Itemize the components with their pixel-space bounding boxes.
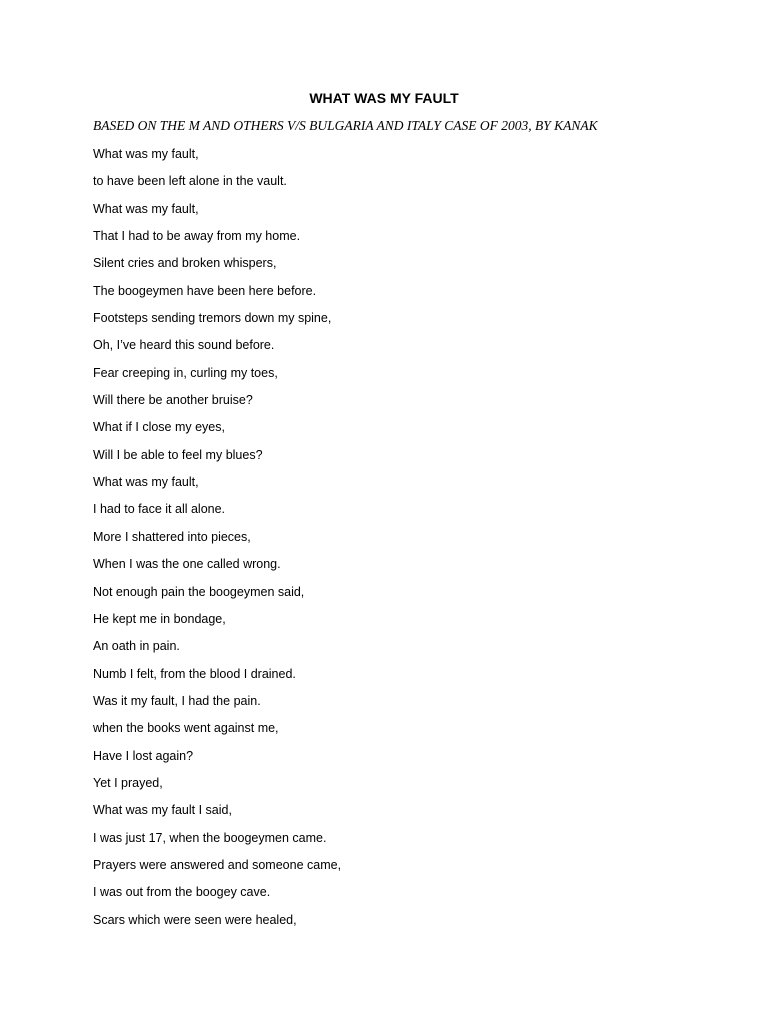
poem-line: An oath in pain. — [93, 639, 180, 654]
poem-line: when the books went against me, — [93, 721, 279, 736]
poem-line: Fear creeping in, curling my toes, — [93, 365, 278, 380]
poem-line: When I was the one called wrong. — [93, 557, 281, 572]
poem-line: What was my fault, — [93, 201, 199, 216]
poem-line: That I had to be away from my home. — [93, 229, 301, 244]
poem-line: Footsteps sending tremors down my spine, — [93, 311, 332, 326]
poem-line: The boogeymen have been here before. — [93, 283, 317, 298]
poem-line: What was my fault, — [93, 475, 199, 490]
poem-line: Numb I felt, from the blood I drained. — [93, 666, 296, 681]
poem-line: He kept me in bondage, — [93, 611, 226, 626]
poem-line: Not enough pain the boogeymen said, — [93, 584, 305, 599]
poem-line: Scars which were seen were healed, — [93, 912, 297, 927]
poem-line: What was my fault I said, — [93, 803, 232, 818]
poem-line: Prayers were answered and someone came, — [93, 857, 342, 872]
poem-subtitle: BASED ON THE M AND OTHERS V/S BULGARIA AND ITALY CASE OF 2003, BY KANAK — [93, 118, 598, 133]
poem-line: Was it my fault, I had the pain. — [93, 693, 261, 708]
poem-line: Have I lost again? — [93, 748, 194, 763]
poem-line: What if I close my eyes, — [93, 420, 225, 435]
poem-line: Silent cries and broken whispers, — [93, 256, 277, 271]
poem-line: to have been left alone in the vault. — [93, 174, 287, 189]
poem-line: Yet I prayed, — [93, 775, 163, 790]
poem-line: I was out from the boogey cave. — [93, 885, 271, 900]
poem-line: I was just 17, when the boogeymen came. — [93, 830, 327, 845]
poem-title: WHAT WAS MY FAULT — [309, 90, 459, 106]
poem-line: Oh, I’ve heard this sound before. — [93, 338, 275, 353]
poem-line: I had to face it all alone. — [93, 502, 226, 517]
poem-line: What was my fault, — [93, 147, 199, 161]
poem-line: More I shattered into pieces, — [93, 529, 251, 544]
poem-line: Will I be able to feel my blues? — [93, 447, 263, 462]
poem-body — [93, 145, 733, 938]
poem-line: Will there be another bruise? — [93, 393, 253, 408]
